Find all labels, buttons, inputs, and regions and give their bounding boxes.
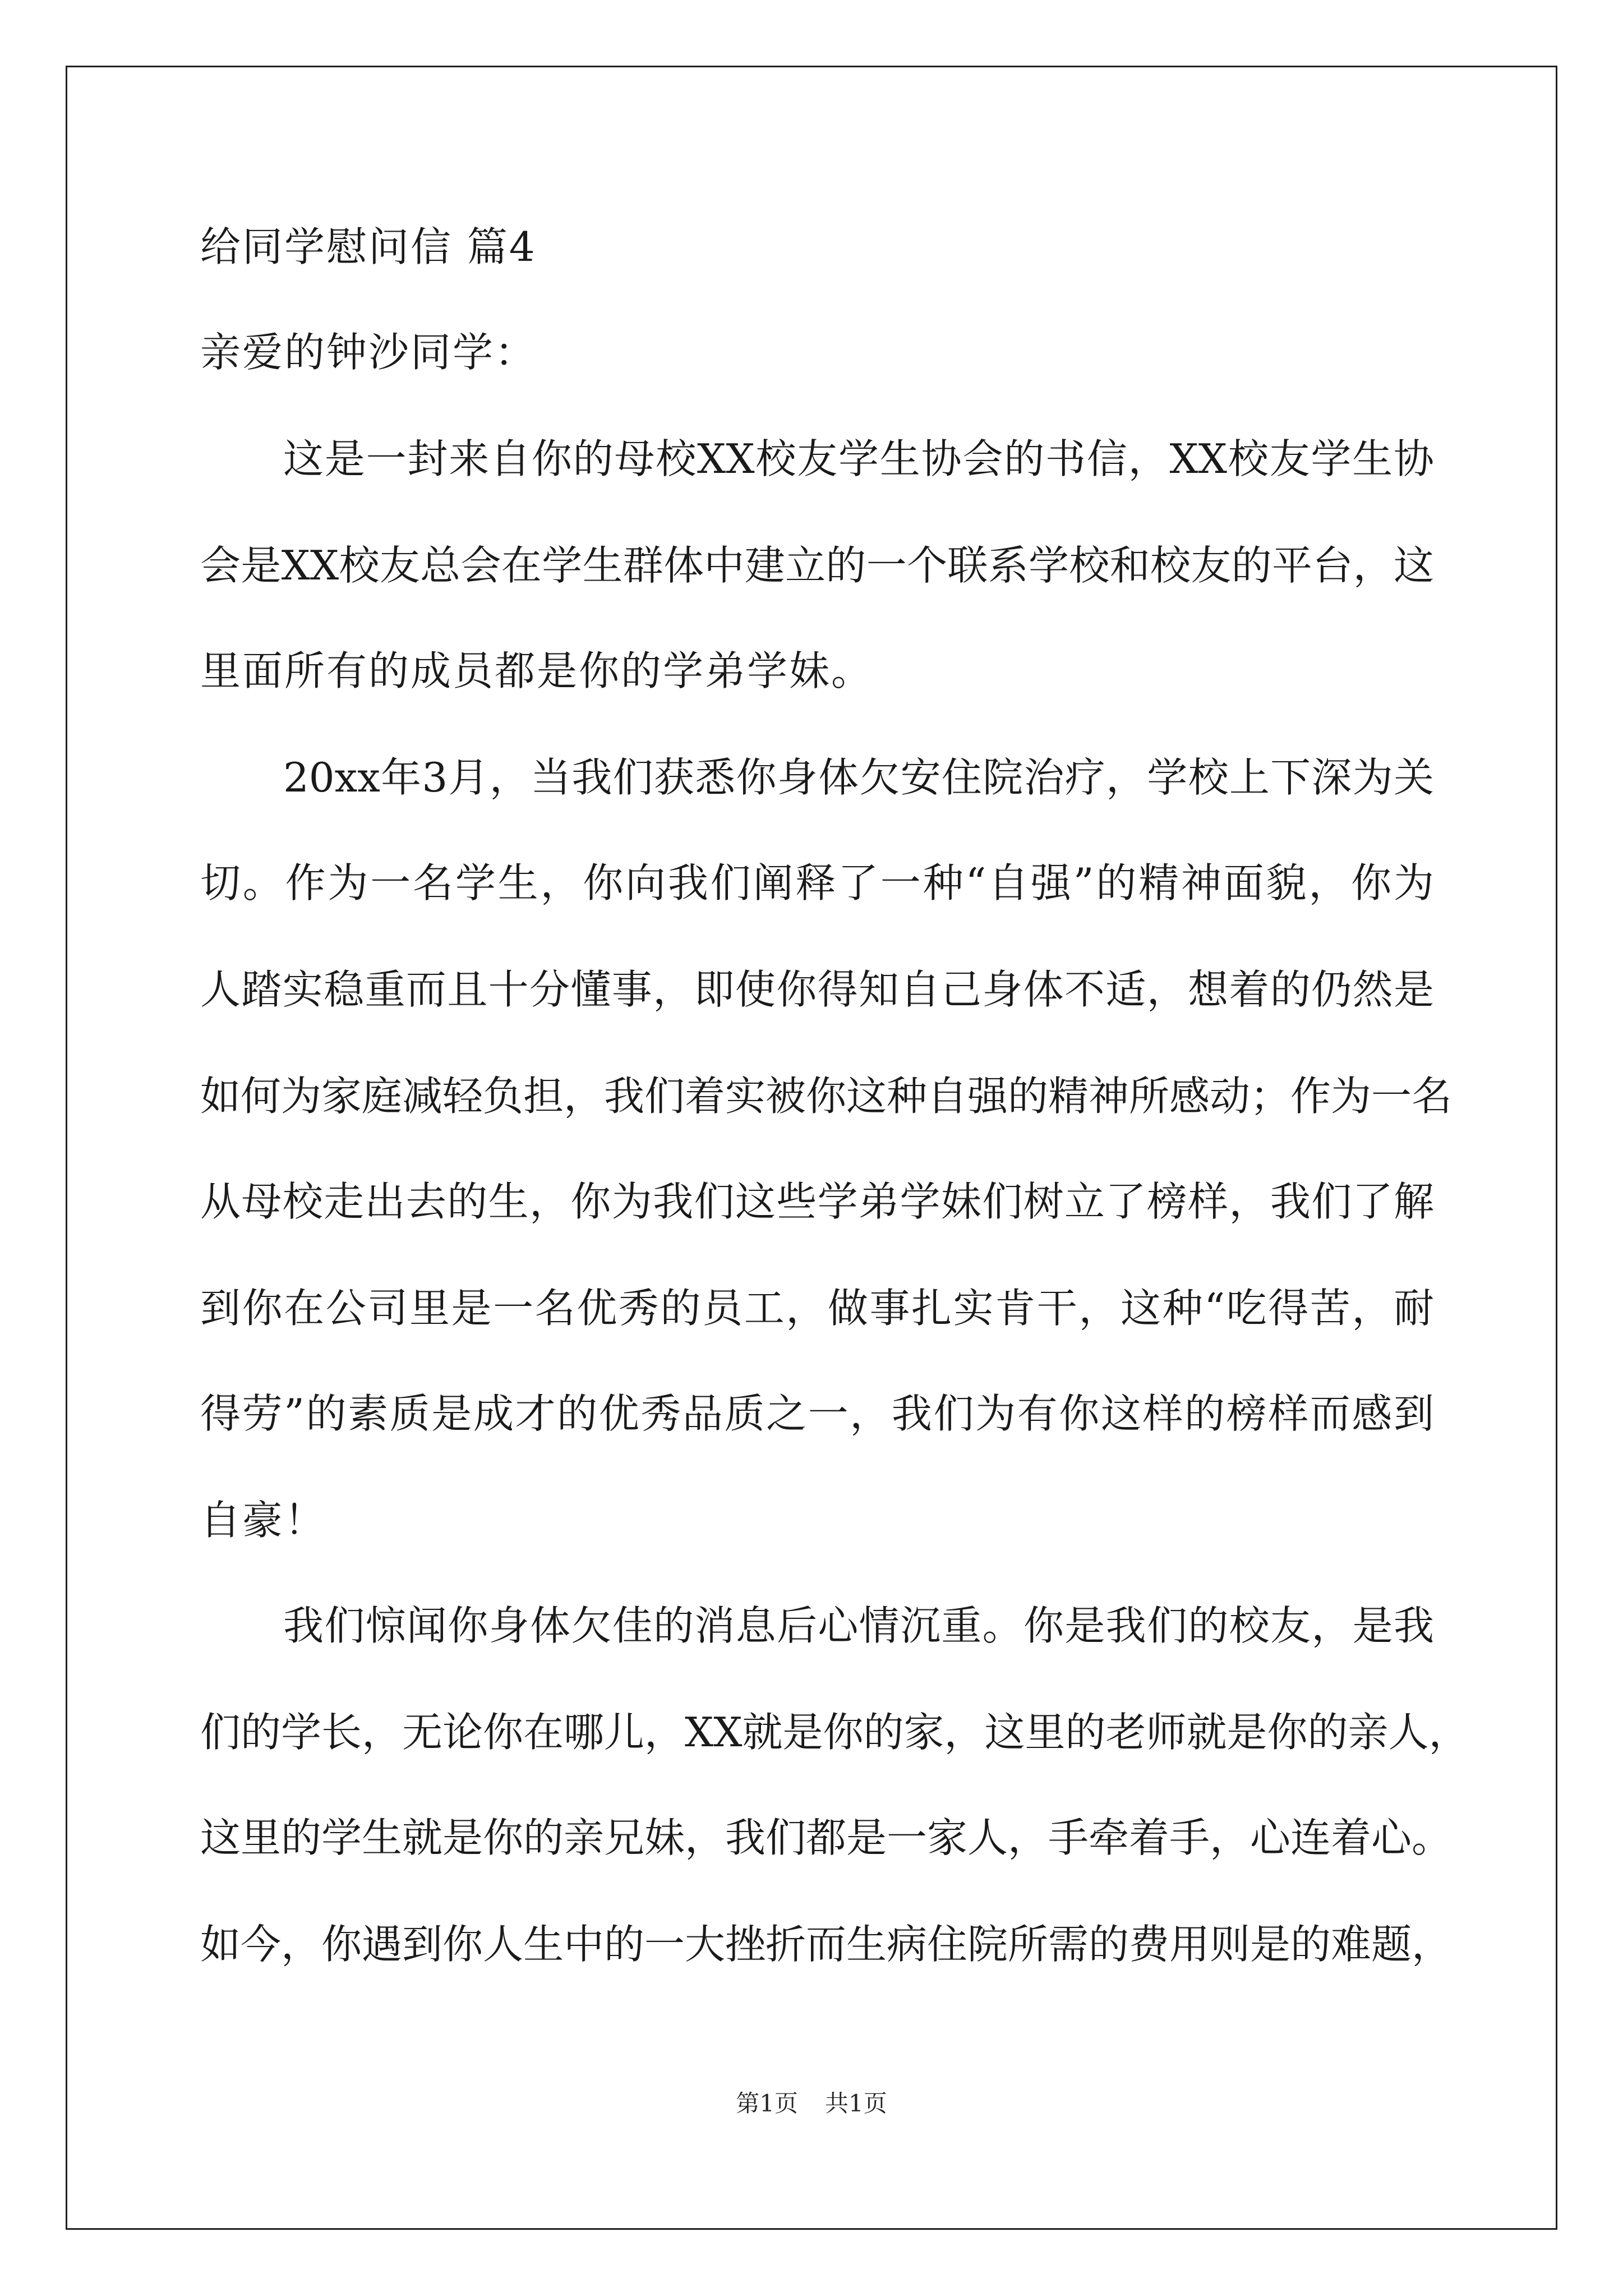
paragraph-line: 们的学长，无论你在哪儿，XX就是你的家，这里的老师就是你的亲人， [200,1709,1469,1756]
page-border [66,66,1557,2230]
paragraph-line: 人踏实稳重而且十分懂事，即使你得知自己身体不适，想着的仍然是 [200,966,1434,1013]
paragraph-line: 到你在公司里是一名优秀的员工，做事扎实肯干，这种“吃得苦，耐 [200,1285,1434,1332]
greeting-line: 亲爱的钟沙同学： [200,329,537,376]
paragraph-line: 从母校走出去的生，你为我们这些学弟学妹们树立了榜样，我们了解 [200,1178,1434,1225]
paragraph-line: 20xx年3月，当我们获悉你身体欠安住院治疗，学校上下深为关 [283,754,1434,801]
paragraph-line: 如今，你遇到你人生中的一大挫折而生病住院所需的费用则是的难题， [200,1921,1453,1968]
paragraph-line: 如何为家庭减轻负担，我们着实被你这种自强的精神所感动；作为一名 [200,1073,1453,1120]
paragraph-line: 得劳”的素质是成才的优秀品质之一，我们为有你这样的榜样而感到 [200,1390,1434,1437]
document-title: 给同学慰问信 篇4 [200,223,537,270]
paragraph-line: 这里的学生就是你的亲兄妹，我们都是一家人，手牵着手，心连着心。 [200,1814,1453,1861]
paragraph-line: 会是XX校友总会在学生群体中建立的一个联系学校和校友的平台，这 [200,542,1434,589]
paragraph-line: 里面所有的成员都是你的学弟学妹。 [200,647,874,694]
page-count: 共1页 [825,2090,887,2117]
paragraph-line: 切。作为一名学生，你向我们阐释了一种“自强”的精神面貌，你为 [200,859,1434,907]
page-footer [0,2087,1623,2120]
paragraph-line: 我们惊闻你身体欠佳的消息后心情沉重。你是我们的校友，是我 [283,1602,1434,1649]
page-number: 第1页 [736,2090,798,2117]
paragraph-line: 自豪！ [200,1497,327,1544]
paragraph-line: 这是一封来自你的母校XX校友学生协会的书信，XX校友学生协 [283,435,1434,482]
